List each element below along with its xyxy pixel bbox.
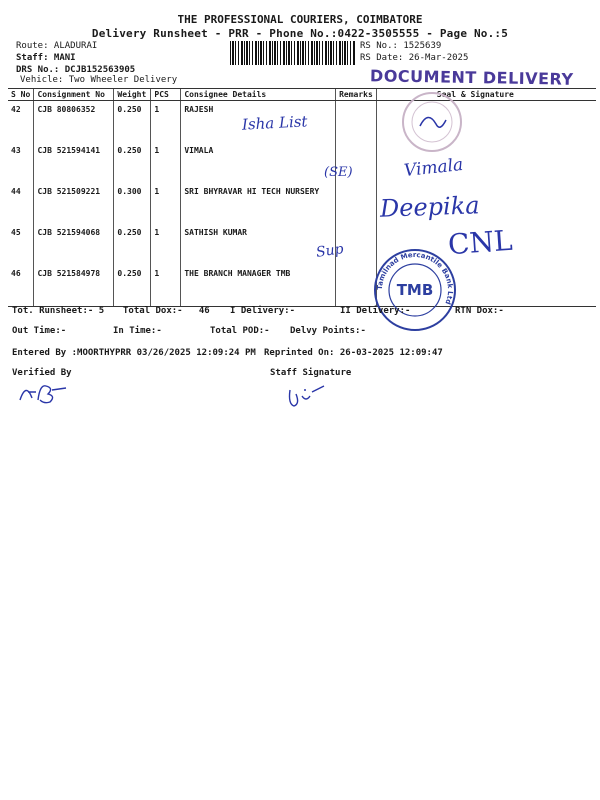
cell-pcs: 1 [151, 224, 181, 265]
table-row [8, 142, 596, 183]
verified-by-label: Verified By [12, 368, 72, 378]
table-header-row [8, 89, 596, 101]
total-dox: Total Dox:- 46 [123, 306, 210, 316]
barcode [230, 41, 355, 65]
cell-consignment: CJB 521584978 [34, 265, 114, 307]
cell-consignee: SATHISH KUMAR [181, 224, 336, 265]
i-delivery: I Delivery:- [230, 306, 296, 316]
rs-date: RS Date: 26-Mar-2025 [360, 53, 469, 63]
tmb-ring-text: Tamilnad Mercantile Bank Ltd [375, 250, 455, 306]
col-header-remarks: Remarks [336, 89, 377, 101]
handwriting-row45-signature: CNL [446, 223, 514, 262]
table-row [8, 265, 596, 307]
handwriting-row42: Isha List [241, 112, 308, 134]
handwriting-row43-signature: Vimala [403, 154, 465, 182]
cell-consignee: SRI BHYRAVAR HI TECH NURSERY [181, 183, 336, 224]
cell-pcs: 1 [151, 265, 181, 307]
ii-delivery: II Delivery:- [340, 306, 411, 316]
cell-consignee: VIMALA [181, 142, 336, 183]
cell-consignment: CJB 521594068 [34, 224, 114, 265]
total-pod: Total POD:- [210, 326, 270, 336]
company-title: THE PROFESSIONAL COURIERS, COIMBATORE [177, 13, 423, 26]
cell-sno: 44 [11, 187, 21, 196]
handwriting-row45-remark: Sup [315, 241, 345, 261]
rtn-dox: RTN Dox:- [455, 306, 504, 316]
col-header-seal: Seal & Signature [376, 89, 596, 101]
cell-remarks [336, 265, 377, 307]
cell-sno: 43 [11, 146, 21, 155]
staff-signature-label: Staff Signature [270, 368, 352, 378]
handwriting-row44-signature: Deepika [379, 191, 481, 223]
cell-remarks [336, 101, 377, 143]
staff-signature-graphic [284, 382, 332, 412]
document-delivery-stamp: DOCUMENT DELIVERY [369, 66, 574, 89]
col-header-sno: S No [8, 89, 34, 101]
vehicle-label: Vehicle: Two Wheeler Delivery [20, 75, 178, 85]
col-header-weight: Weight [114, 89, 151, 101]
cell-pcs: 1 [151, 101, 181, 143]
cell-sno: 45 [11, 228, 21, 237]
out-time: Out Time:- [12, 326, 67, 336]
cell-weight: 0.250 [114, 224, 151, 265]
faint-seal-graphic [400, 90, 464, 154]
drs-number: DRS No.: DCJB152563905 [16, 65, 136, 75]
handwriting-row44-remark: (SE) [324, 165, 353, 180]
cell-pcs: 1 [151, 183, 181, 224]
runsheet-subtitle: Delivery Runsheet - PRR - Phone No.:0422-3505555 - Page No.:5 [91, 27, 509, 40]
col-header-consignee: Consignee Details [181, 89, 336, 101]
cell-consignee: THE BRANCH MANAGER TMB [181, 265, 336, 307]
tmb-logo: TMB [396, 281, 434, 299]
cell-remarks [336, 183, 377, 224]
cell-consignee: RAJESH [181, 101, 336, 143]
delvy-points: Delvy Points:- [290, 326, 366, 336]
cell-weight: 0.250 [114, 265, 151, 307]
col-header-pcs: PCS [151, 89, 181, 101]
route-label: Route: ALADURAI [16, 41, 98, 51]
tot-runsheet: Tot. Runsheet:- 5 [12, 306, 105, 316]
verifier-signature-graphic [16, 380, 72, 406]
cell-weight: 0.250 [114, 101, 151, 143]
cell-consignment: CJB 521594141 [34, 142, 114, 183]
staff-label: Staff: MANI [16, 53, 76, 63]
cell-sno: 42 [11, 105, 21, 114]
table-row [8, 183, 596, 224]
tmb-bank-stamp [372, 247, 458, 333]
entered-by: Entered By :MOORTHYPRR 03/26/2025 12:09:24 PM [12, 348, 256, 358]
cell-sno: 46 [8, 265, 34, 307]
reprinted-on: Reprinted On: 26-03-2025 12:09:47 [264, 348, 443, 358]
cell-weight: 0.250 [114, 142, 151, 183]
cell-weight: 0.300 [114, 183, 151, 224]
in-time: In Time:- [113, 326, 162, 336]
col-header-consignment: Consignment No [34, 89, 114, 101]
cell-consignment: CJB 80806352 [34, 101, 114, 143]
rs-number: RS No.: 1525639 [360, 41, 442, 51]
cell-consignment: CJB 521509221 [34, 183, 114, 224]
cell-pcs: 1 [151, 142, 181, 183]
